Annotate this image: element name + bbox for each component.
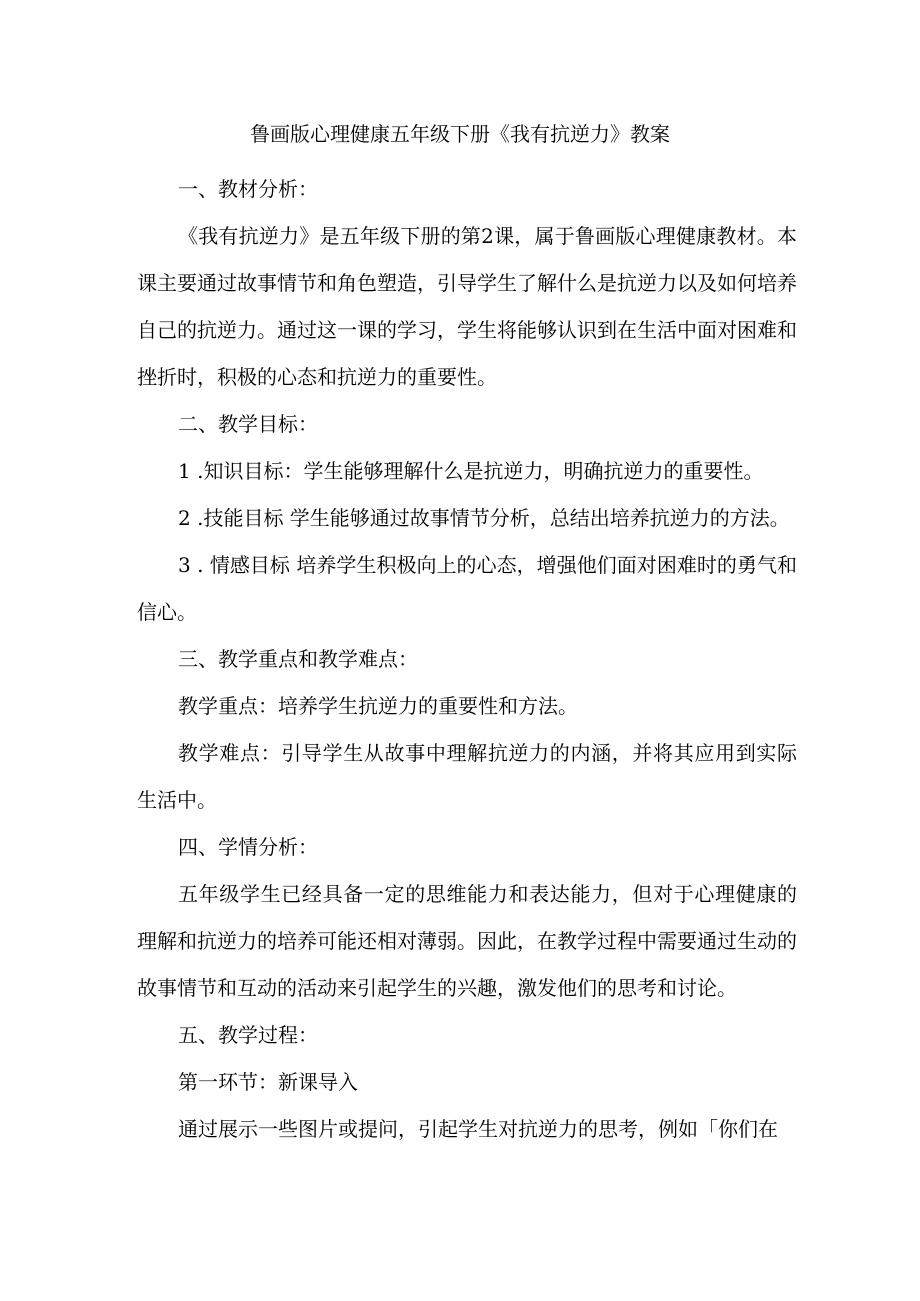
subsection-heading-introduction: 第一环节：新课导入 [178, 1070, 358, 1094]
goal-item-knowledge: 1 .知识目标：学生能够理解什么是抗逆力，明确抗逆力的重要性。 [178, 459, 764, 483]
section-heading-teaching-process: 五、教学过程： [178, 1023, 318, 1047]
section-heading-textbook-analysis: 一、教材分析： [178, 177, 318, 201]
paragraph-key-point: 教学重点：培养学生抗逆力的重要性和方法。 [178, 694, 578, 718]
section-heading-student-analysis: 四、学情分析： [178, 835, 318, 859]
paragraph-student-analysis: 五年级学生已经具备一定的思维能力和表达能力，但对于心理健康的理解和抗逆力的培养可能还相对薄弱。因此，在教学过程中需要通过生动的故事情节和互动的活动来引起学生的兴趣，激发他们的思考和讨论。 [137, 882, 797, 1000]
section-heading-key-points: 三、教学重点和教学难点： [178, 647, 418, 671]
document-body [137, 166, 797, 1153]
section-heading-teaching-goals: 二、教学目标： [178, 412, 318, 436]
goal-item-emotion: 3 . 情感目标 培养学生积极向上的心态，增强他们面对困难时的勇气和信心。 [137, 553, 797, 624]
paragraph-introduction: 通过展示一些图片或提问，引起学生对抗逆力的思考，例如「你们在 [178, 1117, 778, 1141]
paragraph-difficult-point: 教学难点：引导学生从故事中理解抗逆力的内涵，并将其应用到实际生活中。 [137, 741, 797, 812]
document-title: 鲁画版心理健康五年级下册《我有抗逆力》教案 [250, 122, 670, 146]
goal-item-skills: 2 .技能目标 学生能够通过故事情节分析，总结出培养抗逆力的方法。 [178, 506, 790, 530]
paragraph-textbook-analysis: 《我有抗逆力》是五年级下册的第2课，属于鲁画版心理健康教材。本课主要通过故事情节和角色塑造，引导学生了解什么是抗逆力以及如何培养自己的抗逆力。通过这一课的学习，学生将能够认识到在生活中面对困难和挫折时，积极的心态和抗逆力的重要性。 [137, 224, 797, 389]
